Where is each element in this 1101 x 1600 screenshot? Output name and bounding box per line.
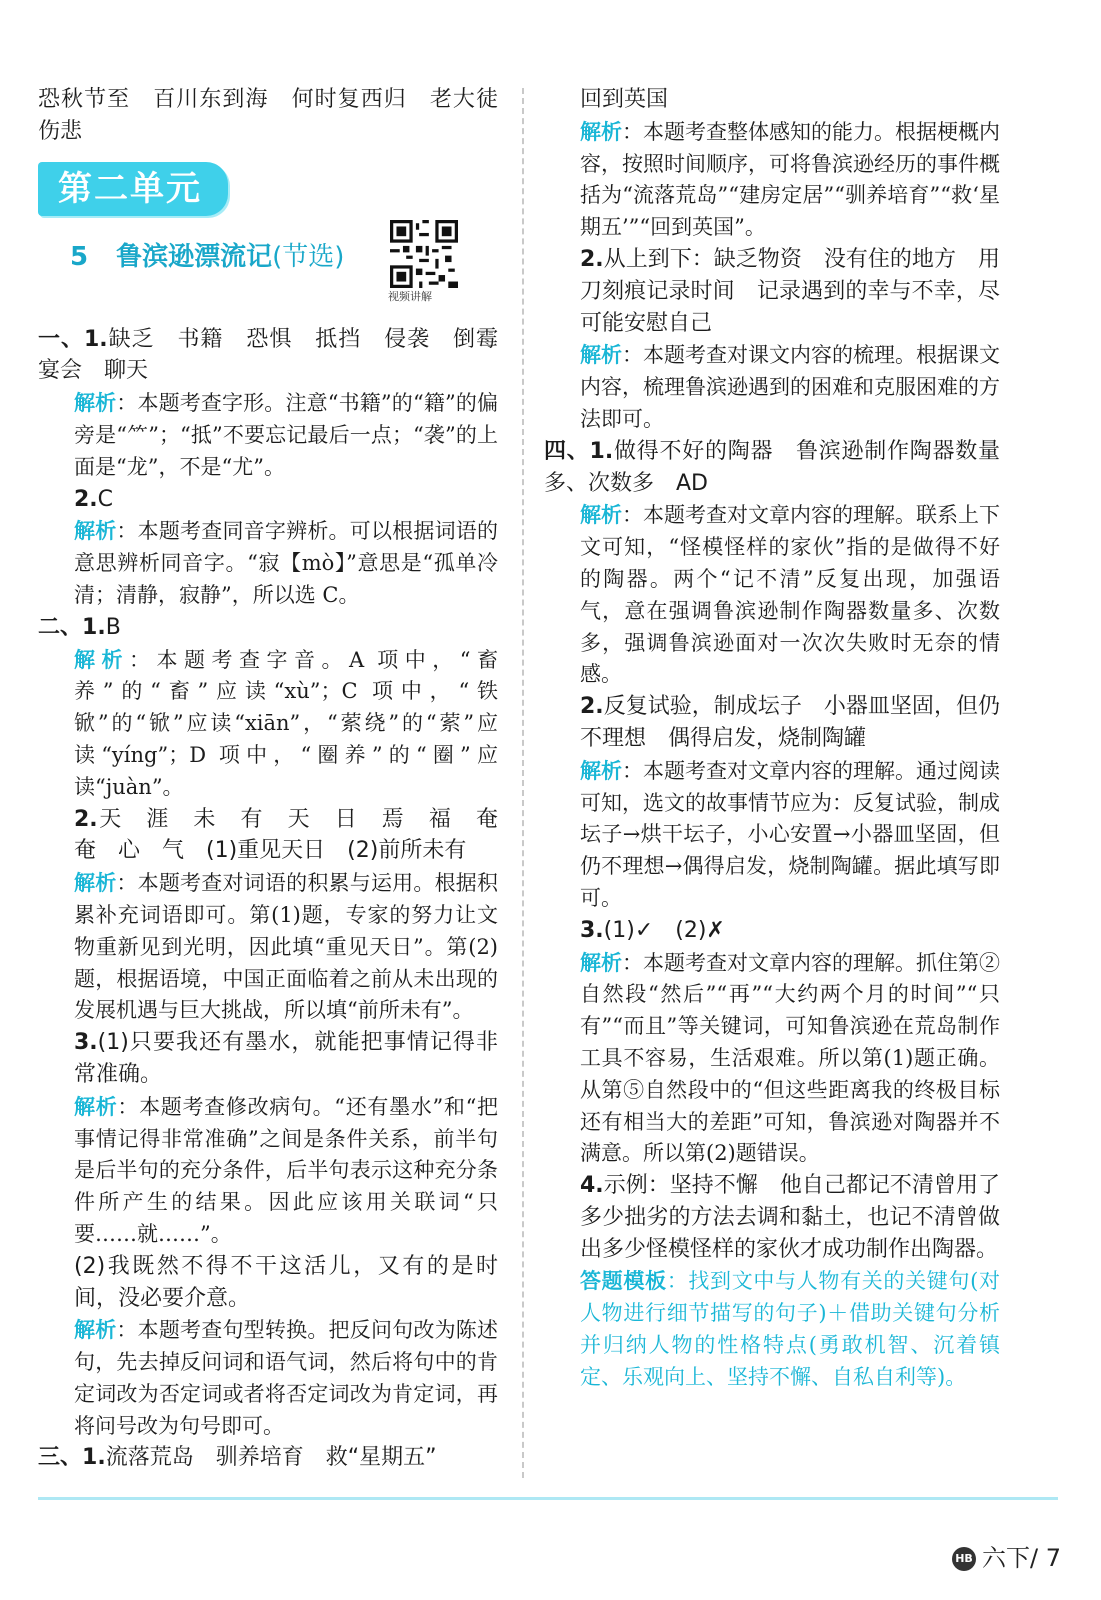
s4-q2-analysis: 解析：本题考查对文章内容的理解。通过阅读可知，选文的故事情节应为：反复试验，制成坛子→烘干坛子，小心安置→小器皿坚固，但仍不理想→偶得启发，烧制陶罐。据此填写即可。 — [580, 757, 1000, 910]
s2-q3-analysis-2: 解析：本题考查句型转换。把反问句改为陈述句，先去掉反问词和语气词，然后将句中的肯定词改为否定词或者将否定词改为肯定词，再将问号改为句号即可。 — [74, 1317, 498, 1438]
lesson-number: 5 — [70, 241, 89, 272]
s2-q3-answer-1: 3.(1)只要我还有墨水，就能把事情记得非常准确。 — [74, 1030, 498, 1087]
s4-q3-answer: 3.(1)✓ (2)✗ — [580, 917, 725, 943]
s2-q1-answer: 二、1.B — [38, 614, 121, 640]
s1-q2-analysis: 解析：本题考查同音字辨析。可以根据词语的意思辨析同音字。“寂【mò】”意思是“孤单冷清；清静，寂静”，所以选 C。 — [74, 518, 498, 607]
s3-q1-answer-cont: 回到英国 — [580, 87, 669, 112]
hb-badge-icon: HB — [952, 1547, 976, 1571]
intro-text: 恐秋节至 百川东到海 何时复西归 老大徒伤悲 — [38, 87, 498, 144]
s2-q3-answer-2: (2)我既然不得不干这活儿，又有的是时间，没必要介意。 — [74, 1253, 498, 1311]
s2-q3-analysis-1: 解析：本题考查修改病句。“还有墨水”和“把事情记得非常准确”之间是条件关系，前半句是后半句的充分条件，后半句表示这种充分条件所产生的结果。因此应该用关联词“只要……就……”。 — [74, 1093, 498, 1246]
s3-q1-answer: 三、1.流落荒岛 驯养培育 救“星期五” — [38, 1445, 437, 1471]
page-number-text: 六下/ 7 — [982, 1544, 1061, 1572]
unit-banner: 第二单元 — [38, 162, 228, 216]
lesson-subtitle: (节选) — [272, 241, 345, 272]
column-divider — [522, 88, 524, 1478]
s2-q1-analysis: 解析：本题考查字音。A 项中，“畜养”的“畜”应读“xù”；C 项中，“铁锨”的“锨”应读“xiān”，“萦绕”的“萦”应读“yíng”；D 项中，“圈养”的“圈”应读“juàn”。 — [74, 646, 499, 799]
s3-q1-analysis: 解析：本题考查整体感知的能力。根据梗概内容，按照时间顺序，可将鲁滨逊经历的事件概括为“流落荒岛”“建房定居”“驯养培育”“救‘星期五’”“回到英国”。 — [580, 118, 1000, 240]
s4-q4-answer: 4.示例：坚持不懈 他自己都记不清曾用了多少拙劣的方法去调和黏土，也记不清曾做出多少怪模怪样的家伙才成功制作出陶器。 — [580, 1173, 1000, 1262]
qr-label: 视频讲解 — [388, 289, 432, 303]
answer-template: 答题模板：找到文中与人物有关的关键句(对人物进行细节描写的句子)＋借助关键句分析并归纳人物的性格特点(勇敢机智、沉着镇定、乐观向上、坚持不懈、自私自利等)。 — [580, 1268, 1000, 1389]
s4-q3-analysis: 解析：本题考查对文章内容的理解。抓住第②自然段“然后”“再”“大约两个月的时间”“只有”“而且”等关键词，可知鲁滨逊在荒岛制作工具不容易，生活艰难。所以第(1)题正确。从第⑤自然段中的“但这些距离我的终极目标还有相当大的差距”可知，鲁滨逊对陶器并不满意。所以第(2)题错误。 — [580, 949, 1000, 1166]
s1-q2-answer: 2.C — [74, 486, 114, 512]
page-number — [952, 1538, 1061, 1573]
s1-q1-analysis: 解析：本题考查字形。注意“书籍”的“籍”的偏旁是“⺮”；“抵”不要忘记最后一点；“袭”的上面是“龙”，不是“尤”。 — [74, 390, 498, 479]
footer-rule — [38, 1497, 1058, 1500]
s2-q2-analysis: 解析：本题考查对词语的积累与运用。根据积累补充词语即可。第(1)题，专家的努力让文物重新见到光明，因此填“重见天日”。第(2)题，根据语境，中国正面临着之前从未出现的发展机遇与巨大挑战，所以填“前所未有”。 — [74, 870, 498, 1023]
s2-q2-answer: 2.天 涯 未 有 天 日 焉 福 奄 奄 心 气 (1)重见天日 (2)前所未有 — [74, 806, 521, 864]
s3-q2-analysis: 解析：本题考查对课文内容的梳理。根据课文内容，梳理鲁滨逊遇到的困难和克服困难的方法即可。 — [580, 342, 1000, 431]
lesson-header — [38, 220, 498, 316]
s3-q2-answer: 2.从上到下：缺乏物资 没有住的地方 用刀刻痕记录时间 记录遇到的幸与不幸，尽可能安慰自己 — [580, 246, 1000, 336]
qr-code-icon[interactable] — [390, 220, 458, 288]
lesson-name: 鲁滨逊漂流记 — [116, 241, 273, 272]
s4-q2-answer: 2.反复试验，制成坛子 小器皿坚固，但仍不理想 偶得启发，烧制陶罐 — [580, 694, 1000, 751]
left-column — [38, 84, 521, 1474]
s1-q1-answer: 一、1.缺乏 书籍 恐惧 抵挡 侵袭 倒霉 宴会 聊天 — [38, 326, 520, 384]
s4-q1-analysis: 解析：本题考查对文章内容的理解。联系上下文可知，“怪模怪样的家伙”指的是做得不好的陶器。两个“记不清”反复出现，加强语气，意在强调鲁滨逊制作陶器数量多、次数多，强调鲁滨逊面对一次次失败时无奈的情感。 — [580, 502, 1000, 687]
lesson-title — [70, 242, 344, 274]
right-column — [544, 84, 1000, 1394]
s4-q1-answer: 四、1.做得不好的陶器 鲁滨逊制作陶器数量多、次数多 AD — [544, 438, 1000, 496]
